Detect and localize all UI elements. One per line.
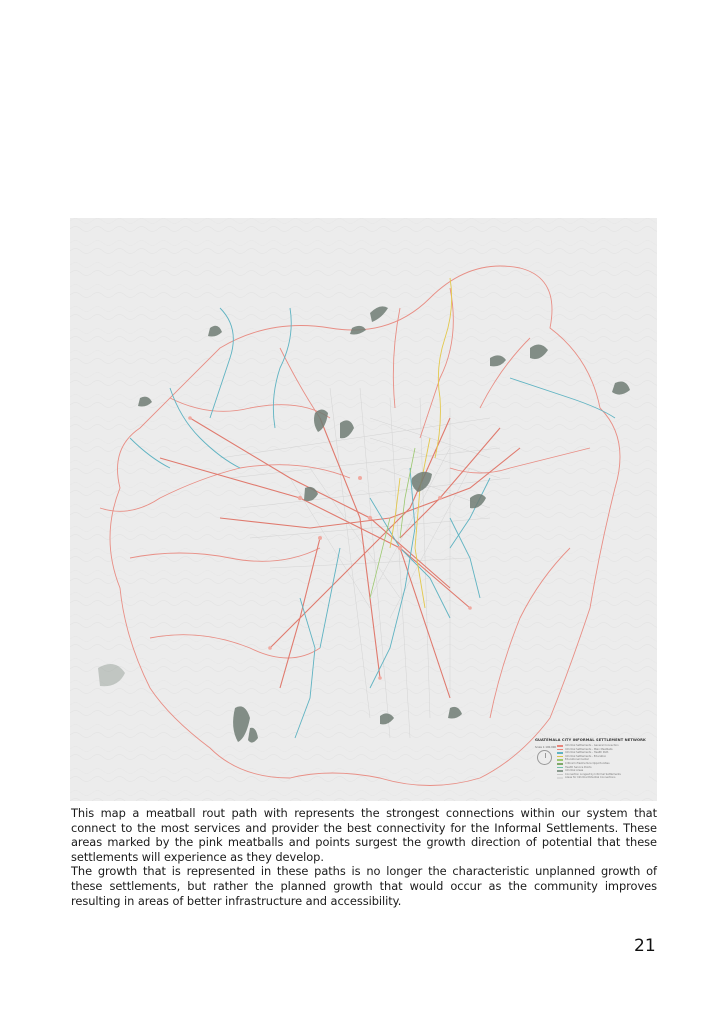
legend-swatch-icon [557,759,563,761]
legend-entry [557,776,621,780]
caption-paragraph-2: The growth that is represented in these paths is no longer the characteristic unplanned growth of these settlements, but rather the planned growth that would occur as the community improves resulting in areas of better infrastructure and accessibility. [71,864,657,908]
legend-entry-label: Areas for Informal Potential Connections [565,776,616,780]
legend-swatch-icon [557,752,563,754]
legend-swatch-icon [557,767,563,769]
map-caption [71,806,657,908]
legend-swatch-icon [557,745,563,747]
legend-scale-label: Scale 1:100,000 [535,746,557,749]
scale-circle-icon [537,750,552,765]
legend-entry-label: Informal Settlements - General Connection [565,744,619,747]
legend-entry-label: Informal Areas [565,769,584,773]
settlement-network-map [70,218,657,801]
caption-paragraph-1: This map a meatball rout path with represents the strongest connections within our system that connect to the most services and provider the best connectivity for the Informal Settlements. These areas marked by the pink meatballs and points surgest the growth direction of potential that these settlements will experience as they develop. [71,806,657,864]
legend-entry-label: Health Service Points [565,765,592,769]
legend-entries [557,744,621,780]
map-legend [535,738,649,790]
legend-entry-label: Informal Settlements - Main Meatballs [565,747,613,751]
legend-entry-label: Connection Longest by Informal Settlements [565,772,621,776]
legend-entry-label: Informal Settlements - Education [565,754,607,758]
legend-entry-label: Critical Infrastructure Opportunities [565,761,610,765]
legend-swatch-icon [557,770,563,772]
legend-title: GUATEMALA CITY INFORMAL SETTLEMENT NETWORK [535,738,646,742]
legend-swatch-icon [557,749,563,751]
legend-swatch-icon [557,763,563,765]
map-canvas [70,218,657,801]
page-number: 21 [634,936,656,956]
legend-swatch-icon [557,756,563,758]
legend-swatch-icon [557,774,563,776]
legend-swatch-icon [557,777,563,779]
legend-entry-label: Educational Center [565,758,589,762]
legend-entry-label: Informal Settlements - Health Path [565,751,609,755]
